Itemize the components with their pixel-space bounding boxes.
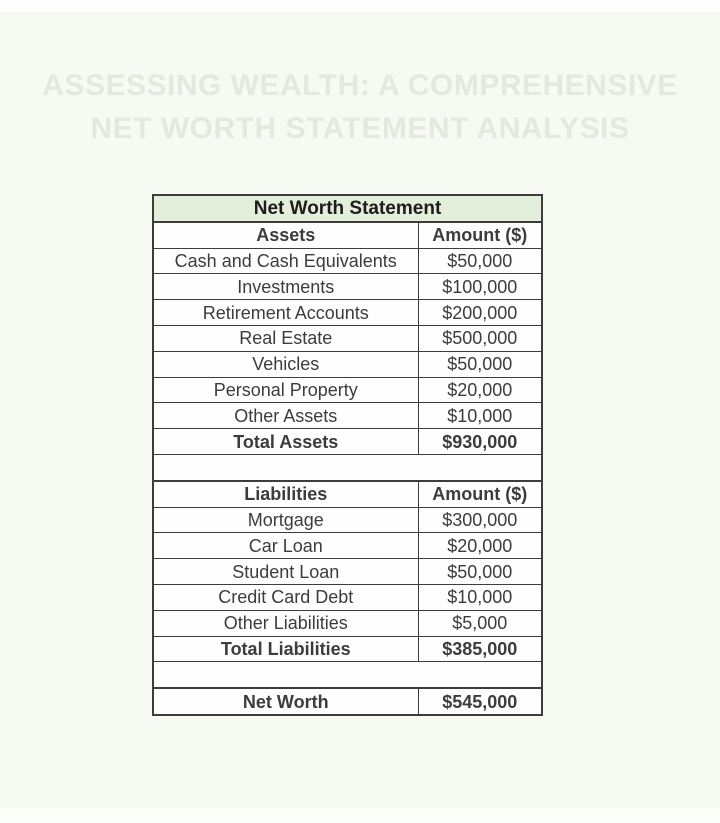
liability-amount: $20,000 bbox=[418, 533, 542, 559]
table-row bbox=[153, 351, 542, 377]
assets-header-row bbox=[153, 222, 542, 248]
asset-label: Vehicles bbox=[153, 351, 418, 377]
page-title-line-1: ASSESSING WEALTH: A COMPREHENSIVE bbox=[42, 69, 678, 102]
page-title bbox=[0, 64, 720, 150]
asset-amount: $50,000 bbox=[418, 248, 542, 274]
liability-amount: $50,000 bbox=[418, 559, 542, 585]
asset-label: Real Estate bbox=[153, 325, 418, 351]
total-liabilities-amount: $385,000 bbox=[418, 636, 542, 662]
assets-column-header: Assets bbox=[153, 222, 418, 248]
total-assets-amount: $930,000 bbox=[418, 429, 542, 455]
liability-label: Car Loan bbox=[153, 533, 418, 559]
net-worth-row bbox=[153, 688, 542, 715]
liability-label: Student Loan bbox=[153, 559, 418, 585]
total-liabilities-label: Total Liabilities bbox=[153, 636, 418, 662]
total-liabilities-row bbox=[153, 636, 542, 662]
table-row bbox=[153, 300, 542, 326]
table-row bbox=[153, 325, 542, 351]
statement-title: Net Worth Statement bbox=[153, 195, 542, 222]
asset-label: Personal Property bbox=[153, 377, 418, 403]
total-assets-label: Total Assets bbox=[153, 429, 418, 455]
liabilities-header-row bbox=[153, 481, 542, 507]
liability-amount: $300,000 bbox=[418, 507, 542, 533]
liabilities-column-header: Liabilities bbox=[153, 481, 418, 507]
spacer-cell bbox=[153, 454, 542, 480]
asset-amount: $20,000 bbox=[418, 377, 542, 403]
statement-title-row bbox=[153, 195, 542, 222]
asset-label: Investments bbox=[153, 274, 418, 300]
table-row bbox=[153, 559, 542, 585]
table-row bbox=[153, 274, 542, 300]
liability-amount: $5,000 bbox=[418, 610, 542, 636]
table-row bbox=[153, 248, 542, 274]
assets-amount-column-header: Amount ($) bbox=[418, 222, 542, 248]
spacer-cell bbox=[153, 662, 542, 688]
net-worth-statement-table bbox=[152, 194, 543, 716]
asset-amount: $200,000 bbox=[418, 300, 542, 326]
table-row bbox=[153, 377, 542, 403]
table-row bbox=[153, 533, 542, 559]
asset-amount: $50,000 bbox=[418, 351, 542, 377]
net-worth-label: Net Worth bbox=[153, 688, 418, 715]
page-title-line-2: NET WORTH STATEMENT ANALYSIS bbox=[90, 112, 630, 145]
asset-label: Cash and Cash Equivalents bbox=[153, 248, 418, 274]
net-worth-amount: $545,000 bbox=[418, 688, 542, 715]
asset-label: Retirement Accounts bbox=[153, 300, 418, 326]
asset-amount: $100,000 bbox=[418, 274, 542, 300]
page-bottom-band bbox=[0, 807, 720, 823]
table-row bbox=[153, 610, 542, 636]
spacer-row bbox=[153, 454, 542, 480]
asset-amount: $10,000 bbox=[418, 403, 542, 429]
total-assets-row bbox=[153, 429, 542, 455]
page-top-band bbox=[0, 0, 720, 12]
table-row bbox=[153, 507, 542, 533]
asset-label: Other Assets bbox=[153, 403, 418, 429]
liability-label: Mortgage bbox=[153, 507, 418, 533]
spacer-row bbox=[153, 662, 542, 688]
liability-amount: $10,000 bbox=[418, 584, 542, 610]
table-row bbox=[153, 403, 542, 429]
table-row bbox=[153, 584, 542, 610]
liability-label: Other Liabilities bbox=[153, 610, 418, 636]
liability-label: Credit Card Debt bbox=[153, 584, 418, 610]
asset-amount: $500,000 bbox=[418, 325, 542, 351]
liabilities-amount-column-header: Amount ($) bbox=[418, 481, 542, 507]
